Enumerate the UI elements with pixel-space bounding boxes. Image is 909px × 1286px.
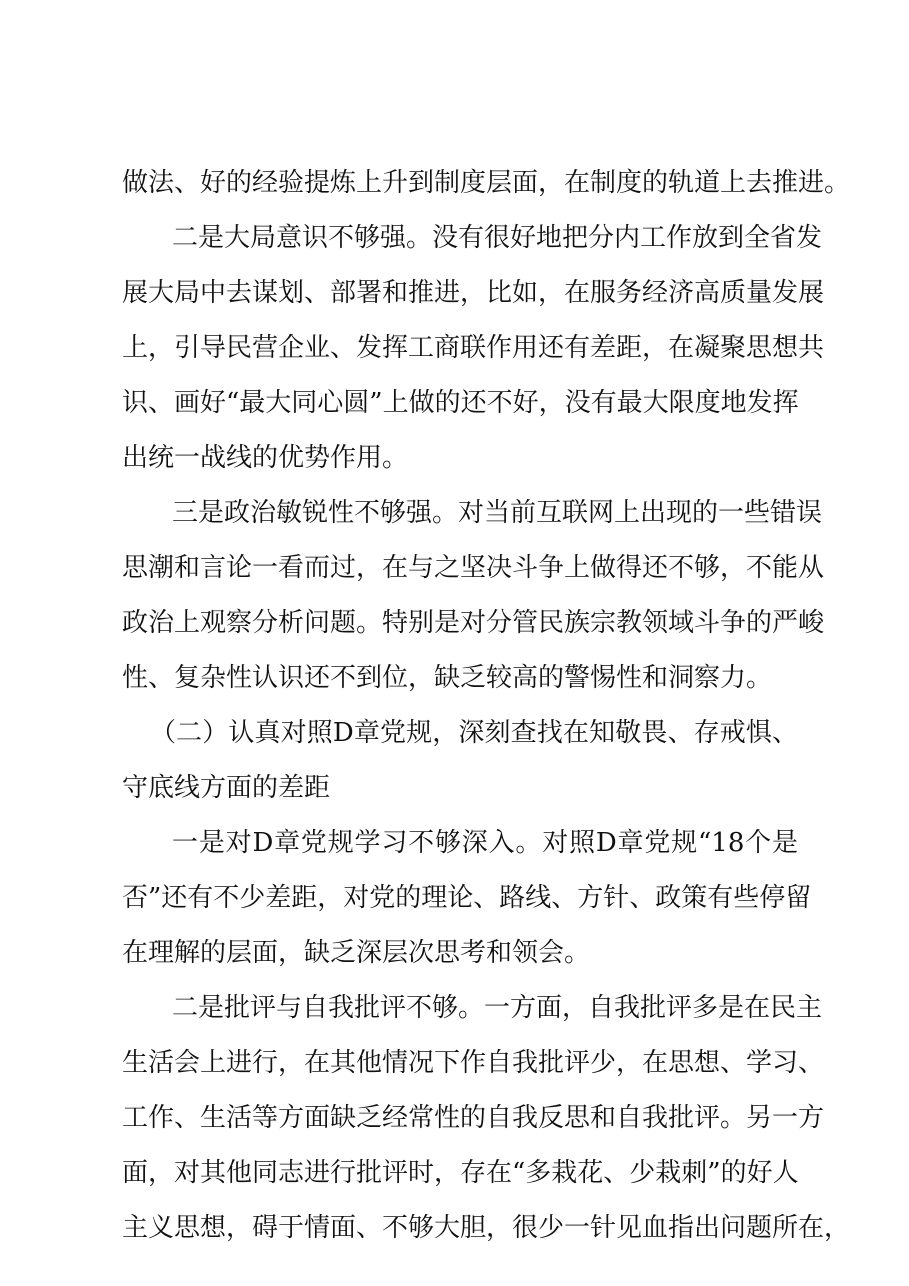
paragraph-line: 政治上观察分析问题。特别是对分管民族宗教领域斗争的严峻 (122, 608, 825, 638)
paragraph-line: 二是批评与自我批评不够。一方面，自我批评多是在民主 (172, 993, 823, 1023)
paragraph-line: 面，对其他同志进行批评时，存在“多栽花、少栽刺”的好人 (122, 1158, 799, 1188)
paragraph-line: 在理解的层面，缺乏深层次思考和领会。 (122, 938, 591, 968)
section-heading-line: （二）认真对照D章党规，深刻查找在知敬畏、存戒惧、 (150, 718, 798, 748)
paragraph-line: 一是对D章党规学习不够深入。对照D章党规“18个是 (172, 828, 798, 858)
section-heading-line: 守底线方面的差距 (122, 773, 331, 803)
paragraph-line: 思潮和言论一看而过，在与之坚决斗争上做得还不够，不能从 (122, 553, 825, 583)
paragraph-line: 工作、生活等方面缺乏经常性的自我反思和自我批评。另一方 (122, 1103, 825, 1133)
paragraph-line: 做法、好的经验提炼上升到制度层面，在制度的轨道上去推进。 (122, 168, 851, 198)
paragraph-line: 性、复杂性认识还不到位，缺乏较高的警惕性和洞察力。 (122, 663, 773, 693)
paragraph-line: 三是政治敏锐性不够强。对当前互联网上出现的一些错误 (172, 498, 823, 528)
paragraph-line: 识、画好“最大同心圆”上做的还不好，没有最大限度地发挥 (122, 388, 799, 418)
paragraph-line: 否”还有不少差距，对党的理论、路线、方针、政策有些停留 (122, 883, 812, 913)
paragraph-line: 出统一战线的优势作用。 (122, 443, 409, 473)
paragraph-line: 展大局中去谋划、部署和推进，比如，在服务经济高质量发展 (122, 278, 825, 308)
paragraph-line: 二是大局意识不够强。没有很好地把分内工作放到全省发 (172, 223, 823, 253)
paragraph-line: 主义思想，碍于情面、不够大胆，很少一针见血指出问题所在， (122, 1213, 851, 1243)
paragraph-line: 上，引导民营企业、发挥工商联作用还有差距，在凝聚思想共 (122, 333, 825, 363)
paragraph-line: 生活会上进行，在其他情况下作自我批评少，在思想、学习、 (122, 1048, 825, 1078)
